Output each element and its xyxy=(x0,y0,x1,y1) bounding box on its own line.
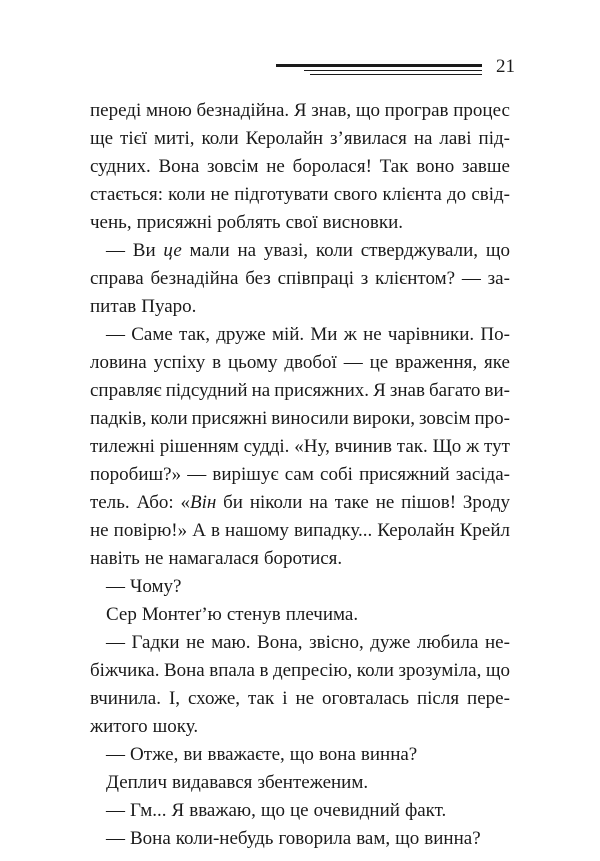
word: друже xyxy=(216,324,266,345)
word: Що xyxy=(432,436,462,457)
word: вважаю, xyxy=(189,800,256,821)
word: Зроду xyxy=(462,492,510,513)
word: Так xyxy=(379,156,409,177)
emphasis: Він xyxy=(190,492,217,513)
word: біжчика. xyxy=(90,660,160,681)
text-line xyxy=(90,97,510,125)
word: не xyxy=(295,688,315,709)
text-line xyxy=(90,153,510,181)
word: тилежні xyxy=(90,436,155,457)
word: вчинила. xyxy=(90,688,161,709)
word: Отже, xyxy=(130,744,179,765)
word: багато xyxy=(429,380,481,401)
word: очевидний xyxy=(313,800,400,821)
word: Вона xyxy=(158,156,200,177)
word: в xyxy=(212,352,222,373)
word: тут xyxy=(484,436,510,457)
word: боролася! xyxy=(292,156,372,177)
word: судді. xyxy=(243,436,290,457)
word: Саме xyxy=(131,324,173,345)
word: зовсім xyxy=(419,408,471,429)
header-rule-thick xyxy=(276,64,482,67)
word: так, xyxy=(179,324,210,345)
word: підготувати xyxy=(234,184,329,205)
word: «Ну, xyxy=(294,436,330,457)
word: — xyxy=(106,800,125,821)
word: сам xyxy=(284,464,314,485)
word: питав xyxy=(90,296,137,317)
word: засіда- xyxy=(455,464,510,485)
text-line xyxy=(90,349,510,377)
word: ніколи xyxy=(249,492,303,513)
word: зрозуміла, xyxy=(398,660,482,681)
word: безнадійна xyxy=(150,268,239,289)
word: програв xyxy=(384,100,449,121)
word: що xyxy=(485,240,510,261)
word: вона xyxy=(318,744,356,765)
text-line xyxy=(90,741,510,769)
word: боротися. xyxy=(263,548,343,569)
word: пішов! xyxy=(401,492,457,513)
word: житого xyxy=(90,716,148,737)
header-rule-thin xyxy=(304,70,482,71)
word: звісно, xyxy=(309,632,364,653)
word: Монтеґ’ю xyxy=(141,604,222,625)
word: рішенням xyxy=(159,436,239,457)
word: ви xyxy=(183,744,203,765)
word: винна? xyxy=(424,828,481,849)
word: мною xyxy=(145,100,192,121)
word: падків, xyxy=(90,408,147,429)
word: виносили xyxy=(271,408,349,429)
word: Я xyxy=(373,380,386,401)
word: ловина xyxy=(90,352,147,373)
word: Я xyxy=(293,100,307,121)
word: завше xyxy=(461,156,510,177)
text-line xyxy=(90,209,510,237)
word: про- xyxy=(474,408,510,429)
word: впала xyxy=(209,660,255,681)
word: намагалася xyxy=(168,548,259,569)
word: присяжних. xyxy=(274,380,369,401)
word: Я xyxy=(171,800,185,821)
word: Гадки xyxy=(131,632,180,653)
word: співпраці xyxy=(277,268,354,289)
word: — xyxy=(106,828,125,849)
word: дуже xyxy=(370,632,411,653)
word: пере- xyxy=(467,688,510,709)
word: Або: xyxy=(136,492,174,513)
word: яке xyxy=(484,352,510,373)
word: оговталась xyxy=(322,688,409,709)
page-number: 21 xyxy=(496,56,515,77)
word: — xyxy=(187,464,207,485)
text-line xyxy=(90,573,510,601)
word: не xyxy=(210,184,230,205)
word: безнадійна. xyxy=(196,100,290,121)
word: Вона, xyxy=(257,632,303,653)
word: знав xyxy=(389,380,425,401)
word: так xyxy=(248,688,275,709)
word: Пуаро. xyxy=(141,296,197,317)
word: — xyxy=(106,324,125,345)
word: таке xyxy=(334,492,369,513)
word: мали xyxy=(189,240,230,261)
word: Керолайн xyxy=(377,520,455,541)
word: судних. xyxy=(90,156,151,177)
word: ж xyxy=(343,324,357,345)
word: не xyxy=(144,548,164,569)
word: не- xyxy=(484,632,510,653)
word: не xyxy=(375,492,395,513)
word: за- xyxy=(487,268,510,289)
word: нашому xyxy=(225,520,289,541)
word: ще xyxy=(90,128,114,149)
word: справа xyxy=(90,268,144,289)
word: цьому xyxy=(228,352,278,373)
word: депресію, xyxy=(272,660,353,681)
text-line xyxy=(90,293,510,321)
word: навіть xyxy=(90,548,140,569)
word: присяжні xyxy=(191,408,268,429)
word: чень, xyxy=(90,212,132,233)
word: Крейл xyxy=(459,520,510,541)
word: стенув xyxy=(226,604,281,625)
word: повірю!» xyxy=(113,520,188,541)
word: вам, xyxy=(356,828,391,849)
word: коли xyxy=(201,128,239,149)
word: що xyxy=(485,660,510,681)
word: що xyxy=(260,800,286,821)
word: на xyxy=(251,380,271,401)
word: з’явилася xyxy=(330,128,407,149)
word: не xyxy=(186,632,205,653)
word: на xyxy=(413,128,433,149)
word: з xyxy=(360,268,369,289)
word: коли xyxy=(150,408,188,429)
word: що xyxy=(289,744,314,765)
word: без xyxy=(245,268,271,289)
word: винна? xyxy=(360,744,418,765)
word: не xyxy=(266,156,285,177)
word: це xyxy=(290,800,309,821)
word: — xyxy=(106,576,125,597)
word: зовсім xyxy=(207,156,259,177)
word: поробиш?» xyxy=(90,464,182,485)
text-line xyxy=(90,181,510,209)
word: враження, xyxy=(395,352,478,373)
word: і xyxy=(282,688,288,709)
word: свого xyxy=(333,184,378,205)
word: І, xyxy=(168,688,181,709)
word: Сер xyxy=(106,604,137,625)
word: збентеженим. xyxy=(257,772,369,793)
word: під- xyxy=(478,128,510,149)
text-line xyxy=(90,489,510,517)
text-line xyxy=(90,713,510,741)
word: коли-небудь xyxy=(175,828,274,849)
word: Керолайн xyxy=(245,128,324,149)
word: мій. xyxy=(271,324,305,345)
word: вважаєте, xyxy=(207,744,285,765)
word: видавався xyxy=(172,772,253,793)
word: коли xyxy=(168,184,206,205)
word: воно xyxy=(416,156,455,177)
word: стверджували, xyxy=(360,240,479,261)
word: Чому? xyxy=(130,576,182,597)
text-line xyxy=(90,265,510,293)
word: після xyxy=(416,688,460,709)
word: підсудний xyxy=(165,380,248,401)
word: вчинив xyxy=(334,436,392,457)
word: Деплич xyxy=(106,772,167,793)
word: в xyxy=(259,660,269,681)
word: би xyxy=(223,492,243,513)
word: знав, xyxy=(311,100,352,121)
page-header xyxy=(276,56,536,86)
word: клієнтом? xyxy=(375,268,456,289)
word: що xyxy=(355,100,380,121)
word: процес xyxy=(453,100,510,121)
word: лаві xyxy=(439,128,472,149)
word: собі xyxy=(320,464,353,485)
word: — xyxy=(106,240,125,261)
word: роблять xyxy=(217,212,281,233)
word: — xyxy=(343,352,363,373)
word: тієї xyxy=(120,128,148,149)
word: — xyxy=(106,632,125,653)
text-line xyxy=(90,825,510,853)
word: Вона xyxy=(130,828,171,849)
word: не xyxy=(90,520,109,541)
emphasis: це xyxy=(163,240,182,261)
text-line xyxy=(90,685,510,713)
text-line xyxy=(90,237,510,265)
word: переді xyxy=(90,100,142,121)
word: маю. xyxy=(211,632,251,653)
word: свід- xyxy=(471,184,510,205)
word: плечима. xyxy=(285,604,359,625)
word: випадку... xyxy=(294,520,373,541)
word: тель. xyxy=(90,492,130,513)
word: клієнта xyxy=(382,184,442,205)
word: в xyxy=(210,520,220,541)
word xyxy=(163,237,181,265)
word: любила xyxy=(417,632,479,653)
text-line xyxy=(90,545,510,573)
text-line xyxy=(90,629,510,657)
word: що xyxy=(395,828,420,849)
text-line xyxy=(90,405,510,433)
word: вироки, xyxy=(352,408,416,429)
word: на xyxy=(309,492,328,513)
word: на xyxy=(237,240,257,261)
word: — xyxy=(106,744,125,765)
word: двобої xyxy=(284,352,337,373)
word: ж xyxy=(466,436,480,457)
word: так. xyxy=(396,436,428,457)
word: вирішує xyxy=(212,464,279,485)
word: увазі, xyxy=(263,240,309,261)
word: свої xyxy=(285,212,318,233)
word: А xyxy=(192,520,206,541)
body-text xyxy=(90,97,510,853)
text-line xyxy=(90,769,510,797)
word: висновки. xyxy=(322,212,403,233)
word: шоку. xyxy=(152,716,199,737)
text-line xyxy=(90,461,510,489)
word: «Він xyxy=(180,492,217,513)
word: до xyxy=(446,184,467,205)
text-line xyxy=(90,517,510,545)
word: успіху xyxy=(153,352,206,373)
header-rule-thin xyxy=(310,74,482,75)
word: миті, xyxy=(154,128,195,149)
word: коли xyxy=(315,240,353,261)
text-line xyxy=(90,657,510,685)
word: факт. xyxy=(404,800,447,821)
word: Ви xyxy=(132,240,156,261)
word: По- xyxy=(480,324,510,345)
word: присяжний xyxy=(359,464,450,485)
text-line xyxy=(90,797,510,825)
word: схоже, xyxy=(188,688,241,709)
word: — xyxy=(461,268,481,289)
text-line xyxy=(90,125,510,153)
text-line xyxy=(90,321,510,349)
word: присяжні xyxy=(136,212,213,233)
word: ви- xyxy=(484,380,510,401)
word: це xyxy=(369,352,389,373)
word: чарівники. xyxy=(387,324,475,345)
word: говорила xyxy=(278,828,352,849)
word: Ми xyxy=(310,324,338,345)
text-line xyxy=(90,601,510,629)
word: стається: xyxy=(90,184,163,205)
word: справляє xyxy=(90,380,162,401)
text-line xyxy=(90,433,510,461)
text-line xyxy=(90,377,510,405)
word: Гм... xyxy=(130,800,167,821)
word: Вона xyxy=(163,660,205,681)
word: коли xyxy=(356,660,394,681)
word: не xyxy=(363,324,382,345)
